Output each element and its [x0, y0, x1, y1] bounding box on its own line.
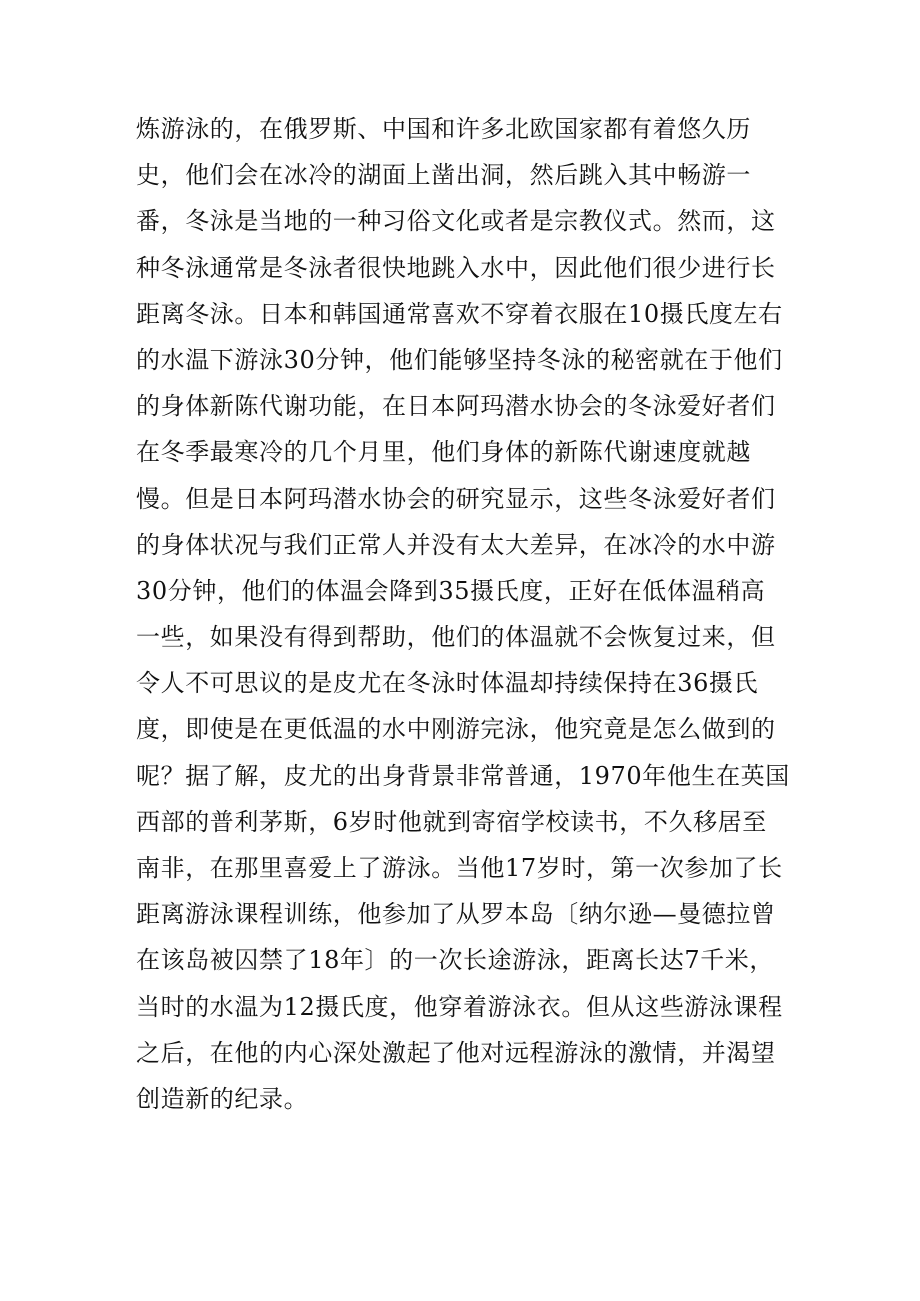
text-line-11: 30分钟，他们的体温会降到35摄氏度，正好在低体温稍高 [136, 576, 766, 605]
text-line-17: 南非，在那里喜爱上了游泳。当他17岁时，第一次参加了长 [136, 854, 783, 882]
text-line-19: 在该岛被囚禁了18年〕的一次长途游泳，距离长达7千米， [136, 946, 775, 975]
text-line-22: 创造新的纪录。 [136, 1084, 309, 1113]
text-line-7: 的身体新陈代谢功能，在日本阿玛潜水协会的冬泳爱好者们 [136, 392, 776, 421]
text-line-9: 慢。但是日本阿玛潜水协会的研究显示，这些冬泳爱好者们 [136, 484, 776, 513]
text-line-21: 之后，在他的内心深处激起了他对远程游泳的激情，并渴望 [136, 1038, 776, 1067]
text-line-5: 距离冬泳。日本和韩国通常喜欢不穿着衣服在10摄氏度左右 [136, 299, 783, 328]
text-line-6: 的水温下游泳30分钟，他们能够坚持冬泳的秘密就在于他们 [136, 345, 783, 374]
text-line-18: 距离游泳课程训练，他参加了从罗本岛〔纳尔逊—曼德拉曾 [136, 900, 776, 929]
text-line-4: 种冬泳通常是冬泳者很快地跳入水中，因此他们很少进行长 [136, 253, 776, 282]
text-line-1: 炼游泳的，在俄罗斯、中国和许多北欧国家都有着悠久历 [136, 115, 751, 143]
document-body [136, 106, 796, 1122]
text-line-10: 的身体状况与我们正常人并没有太大差异，在冰冷的水中游 [136, 530, 776, 559]
text-line-3: 番，冬泳是当地的一种习俗文化或者是宗教仪式。然而，这 [136, 207, 776, 236]
text-line-15: 呢？据了解，皮尤的出身背景非常普通，1970年他生在英国 [136, 761, 790, 790]
text-line-20: 当时的水温为12摄氏度，他穿着游泳衣。但从这些游泳课程 [136, 992, 783, 1021]
text-line-2: 史，他们会在冰冷的湖面上凿出洞，然后跳入其中畅游一 [136, 161, 751, 190]
text-line-13: 令人不可思议的是皮尤在冬泳时体温却持续保持在36摄氏 [136, 669, 759, 698]
text-line-8: 在冬季最寒冷的几个月里，他们身体的新陈代谢速度就越 [136, 438, 751, 467]
text-line-12: 一些，如果没有得到帮助，他们的体温就不会恢复过来，但 [136, 623, 776, 652]
text-line-16: 西部的普利茅斯，6岁时他就到寄宿学校读书，不久移居至 [136, 807, 767, 836]
text-line-14: 度，即使是在更低温的水中刚游完泳，他究竟是怎么做到的 [136, 715, 776, 744]
